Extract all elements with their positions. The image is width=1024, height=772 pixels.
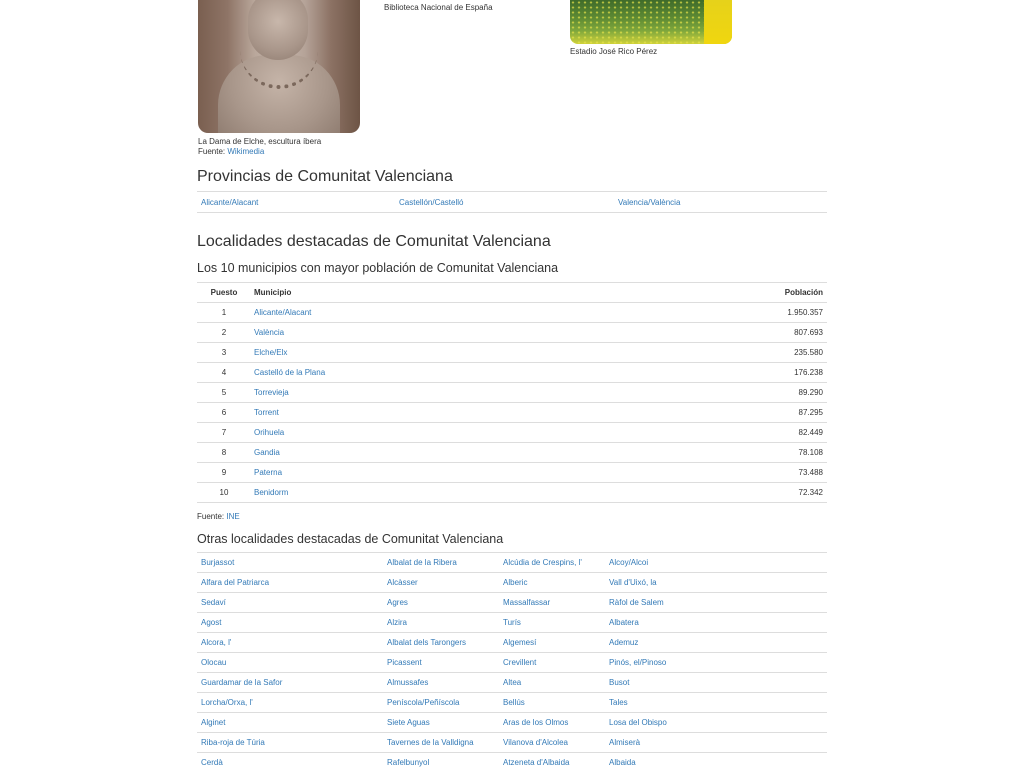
rank-cell: 10 <box>219 488 229 497</box>
other-localities-heading: Otras localidades destacadas de Comunitat Valenciana <box>197 532 504 546</box>
locality-link[interactable]: Alcúdia de Crespins, l' <box>503 558 582 567</box>
table-row <box>197 572 827 592</box>
locality-link[interactable]: Alfara del Patriarca <box>201 578 270 587</box>
table-row <box>197 552 827 572</box>
municipality-link[interactable]: Benidorm <box>254 488 289 497</box>
locality-link[interactable]: Massalfassar <box>503 598 551 607</box>
rank-cell: 3 <box>221 348 227 357</box>
source-prefix: Fuente: <box>198 147 226 156</box>
municipality-link[interactable]: Orihuela <box>254 428 285 437</box>
population-cell: 78.108 <box>798 448 823 457</box>
locality-link[interactable]: Alberic <box>503 578 528 587</box>
locality-link[interactable]: Riba-roja de Túria <box>201 738 265 747</box>
table-row <box>197 752 827 772</box>
locality-link[interactable]: Alcoy/Alcoi <box>609 558 649 567</box>
locality-link[interactable]: Pinós, el/Pinoso <box>609 658 667 667</box>
rank-cell: 8 <box>221 448 227 457</box>
locality-link[interactable]: Atzeneta d'Albaida <box>503 758 570 767</box>
province-link-alicante[interactable]: Alicante/Alacant <box>201 198 259 207</box>
table-row <box>197 363 827 383</box>
table-row <box>197 732 827 752</box>
locality-link[interactable]: Ràfol de Salem <box>609 598 664 607</box>
municipality-link[interactable]: València <box>254 328 285 337</box>
provinces-row <box>197 191 827 213</box>
figure-caption: La Dama de Elche, escultura íbera <box>198 137 322 146</box>
rank-cell: 4 <box>221 368 227 377</box>
figure-stadium <box>570 0 732 56</box>
locality-link[interactable]: Algemesí <box>503 638 537 647</box>
other-localities-table <box>197 552 827 772</box>
rank-cell: 7 <box>221 428 227 437</box>
locality-link[interactable]: Siete Aguas <box>387 718 430 727</box>
locality-link[interactable]: Alginet <box>201 718 226 727</box>
locality-link[interactable]: Olocau <box>201 658 227 667</box>
table-row <box>197 443 827 463</box>
locality-link[interactable]: Albalat de la Ribera <box>387 558 457 567</box>
municipality-link[interactable]: Castelló de la Plana <box>254 368 326 377</box>
locality-link[interactable]: Tavernes de la Valldigna <box>387 738 474 747</box>
source-prefix: Fuente: <box>197 512 225 521</box>
locality-link[interactable]: Guardamar de la Safor <box>201 678 283 687</box>
ine-link[interactable]: INE <box>226 512 240 521</box>
locality-link[interactable]: Busot <box>609 678 630 687</box>
locality-link[interactable]: Vall d'Uixó, la <box>609 578 657 587</box>
locality-link[interactable]: Albatera <box>609 618 639 627</box>
localities-heading: Localidades destacadas de Comunitat Valenciana <box>197 233 551 250</box>
population-cell: 176.238 <box>794 368 823 377</box>
table-header-row <box>197 282 827 303</box>
locality-link[interactable]: Agres <box>387 598 408 607</box>
table-row <box>197 423 827 443</box>
table-row <box>197 343 827 363</box>
municipality-link[interactable]: Alicante/Alacant <box>254 308 312 317</box>
locality-link[interactable]: Albalat dels Tarongers <box>387 638 467 647</box>
figure-dama-de-elche <box>198 0 360 156</box>
population-cell: 82.449 <box>798 428 823 437</box>
provinces-heading: Provincias de Comunitat Valenciana <box>197 168 453 185</box>
locality-link[interactable]: Bellús <box>503 698 525 707</box>
table-row <box>197 403 827 423</box>
table-source <box>197 512 240 521</box>
figure-caption: Biblioteca Nacional de España <box>384 3 493 12</box>
header-poblacion: Población <box>784 288 823 297</box>
table-row <box>197 483 827 503</box>
top10-table <box>197 282 827 503</box>
population-cell: 89.290 <box>798 388 823 397</box>
table-row <box>197 672 827 692</box>
locality-link[interactable]: Rafelbunyol <box>387 758 430 767</box>
municipality-link[interactable]: Torrent <box>254 408 279 417</box>
locality-link[interactable]: Peníscola/Peñíscola <box>387 698 460 707</box>
wikimedia-link[interactable]: Wikimedia <box>227 147 265 156</box>
rank-cell: 1 <box>221 308 227 317</box>
province-link-castellon[interactable]: Castellón/Castelló <box>399 198 464 207</box>
locality-link[interactable]: Vilanova d'Alcolea <box>503 738 568 747</box>
locality-link[interactable]: Tales <box>609 698 628 707</box>
locality-link[interactable]: Agost <box>201 618 222 627</box>
rank-cell: 6 <box>221 408 227 417</box>
table-row <box>197 592 827 612</box>
table-row <box>197 323 827 343</box>
locality-link[interactable]: Alcàsser <box>387 578 418 587</box>
figure-source <box>198 147 264 157</box>
table-row <box>197 463 827 483</box>
locality-link[interactable]: Alcora, l' <box>201 638 232 647</box>
rank-cell: 5 <box>221 388 227 397</box>
header-municipio: Municipio <box>254 288 292 297</box>
locality-link[interactable]: Sedaví <box>201 598 226 607</box>
municipality-link[interactable]: Elche/Elx <box>254 348 288 357</box>
table-row <box>197 303 827 323</box>
locality-link[interactable]: Almiserà <box>609 738 641 747</box>
locality-link[interactable]: Alzira <box>387 618 408 627</box>
table-row <box>197 632 827 652</box>
locality-link[interactable]: Albaida <box>609 758 636 767</box>
population-cell: 87.295 <box>798 408 823 417</box>
table-row <box>197 652 827 672</box>
locality-link[interactable]: Altea <box>503 678 522 687</box>
table-row <box>197 612 827 632</box>
municipality-link[interactable]: Paterna <box>254 468 283 477</box>
population-cell: 1.950.357 <box>787 308 823 317</box>
municipality-link[interactable]: Gandia <box>254 448 280 457</box>
locality-link[interactable]: Ademuz <box>609 638 639 647</box>
province-link-valencia[interactable]: Valencia/València <box>618 198 681 207</box>
rank-cell: 9 <box>221 468 227 477</box>
population-cell: 72.342 <box>798 488 823 497</box>
population-cell: 235.580 <box>794 348 823 357</box>
population-cell: 73.488 <box>798 468 823 477</box>
locality-link[interactable]: Losa del Obispo <box>609 718 667 727</box>
locality-link[interactable]: Aras de los Olmos <box>503 718 569 727</box>
header-puesto: Puesto <box>210 288 238 297</box>
rank-cell: 2 <box>221 328 227 337</box>
stadium-image[interactable] <box>570 0 732 44</box>
locality-link[interactable]: Crevillent <box>503 658 537 667</box>
table-row <box>197 692 827 712</box>
locality-link[interactable]: Lorcha/Orxa, l' <box>201 698 253 707</box>
locality-link[interactable]: Turís <box>503 618 521 627</box>
locality-link[interactable]: Almussafes <box>387 678 429 687</box>
population-cell: 807.693 <box>794 328 823 337</box>
locality-link[interactable]: Picassent <box>387 658 422 667</box>
municipality-link[interactable]: Torrevieja <box>254 388 289 397</box>
table-row <box>197 383 827 403</box>
dama-de-elche-image[interactable] <box>198 0 360 133</box>
locality-link[interactable]: Cerdà <box>201 758 223 767</box>
top10-heading: Los 10 municipios con mayor población de Comunitat Valenciana <box>197 261 559 275</box>
locality-link[interactable]: Burjassot <box>201 558 235 567</box>
figure-caption: Estadio José Rico Pérez <box>570 47 658 56</box>
table-row <box>197 712 827 732</box>
